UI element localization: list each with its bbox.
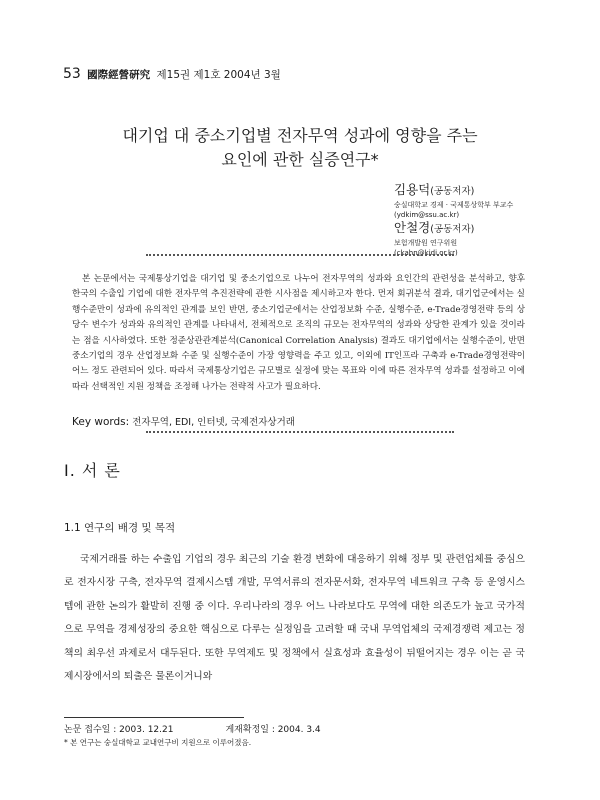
- paper-title: [0, 124, 600, 172]
- funding-note: * 본 연구는 숭실대학교 교내연구비 지원으로 이루어졌음.: [64, 738, 252, 747]
- author-block-1: [394, 180, 513, 220]
- title-line-1: 대기업 대 중소기업별 전자무역 성과에 영향을 주는: [122, 126, 478, 145]
- author-block-2: [394, 218, 474, 258]
- author-role: (공동저자): [430, 224, 475, 235]
- author-affiliation: 숭실대학교 경제 · 국제통상학부 부교수: [394, 201, 514, 209]
- journal-name: 國際經營硏究: [87, 69, 151, 81]
- dotted-divider-bottom: [146, 431, 454, 433]
- abstract-text: 본 논문에서는 국제통상기업을 대기업 및 중소기업으로 나누어 전자무역의 성과와 요인간의 관련성을 분석하고, 향후 한국의 수출입 기업에 대한 전자무역 추진전략에 관한 시사점을 제시하고자 한다. 먼저 회귀분석 결과, 대기업군에서는 실행수준만이 성과에 유의적인 관계를 보인 반면, 중소기업군에서는 산업정보화 수준, 실행수준, e-Trade경영전략 등의 상당수 변수가 성과와 유의적인 관계를 나타내서, 전체적으로 조직의 규모는 전자무역의 성과와 상당한 관계가 있을 것이라는 점을 시사하였다. 또한 정준상관관계분석(Canonical Correlation Analysis) 결과도 대기업에서는 실행수준이, 반면 중소기업의 경우 산업정보화 수준 및 실행수준이 가장 영향력을 주고 있고, 이외에 IT인프라 구축과 e-Trade경영전략이 어느 정도 관련되어 있다. 따라서 국제통상기업은 규모별로 실정에 맞는 목표와 이에 따른 전자무역 성과를 설정하고 이에 따라 선택적인 지원 정책을 조정해 나가는 전략적 사고가 필요하다.: [72, 274, 525, 392]
- received-date: 논문 접수일 : 2003. 12.21: [64, 725, 174, 735]
- author-email: (ydkim@ssu.ac.kr): [394, 211, 460, 219]
- footnote-rule: [64, 717, 244, 718]
- author-role: (공동저자): [430, 186, 475, 197]
- section-heading: Ⅰ. 서 론: [64, 461, 121, 480]
- journal-issue: 제15권 제1호 2004년 3월: [156, 69, 281, 81]
- title-line-2: 요인에 관한 실증연구*: [221, 150, 379, 169]
- author-email: (ckahn@kidi.or.kr): [394, 249, 458, 257]
- accepted-date: 게재확정일 : 2004. 3.4: [225, 725, 321, 735]
- subsection-heading: 1.1 연구의 배경 및 목적: [64, 522, 176, 534]
- body-paragraph: 국제거래를 하는 수출입 기업의 경우 최근의 기술 환경 변화에 대응하기 위해 정부 및 관련업체를 중심으로 전자시장 구축, 전자무역 결제시스템 개발, 무역서류의 전자문서화, 전자무역 네트워크 구축 등 운영시스템에 관한 논의가 활발히 진행 중 이다. 우리나라의 경우 어느 나라보다도 무역에 대한 의존도가 높고 국가적으로 무역을 경제성장의 중요한 핵심으로 다루는 실정임을 고려할 때 국내 무역업체의 국제경쟁력 제고는 정책의 최우선 과제로서 대두된다. 또한 무역제도 및 정책에서 실효성과 효율성이 뒤떨어지는 경우 이는 곧 국제시장에서의 퇴출은 물론이거니와: [64, 554, 525, 683]
- author-name: 김용덕(공동저자): [394, 182, 475, 197]
- dotted-divider-top: [146, 254, 454, 256]
- keywords-label: Key words:: [72, 416, 130, 428]
- running-head: [63, 66, 281, 82]
- footnote-dates: [64, 722, 321, 735]
- keywords-line: [72, 414, 295, 428]
- keywords-values: 전자무역, EDI, 인터넷, 국제전자상거래: [132, 417, 295, 428]
- author-name: 안철경(공동저자): [394, 220, 475, 235]
- author-affiliation: 보험개발원 연구위원: [394, 239, 458, 247]
- page-number: 53: [63, 66, 81, 82]
